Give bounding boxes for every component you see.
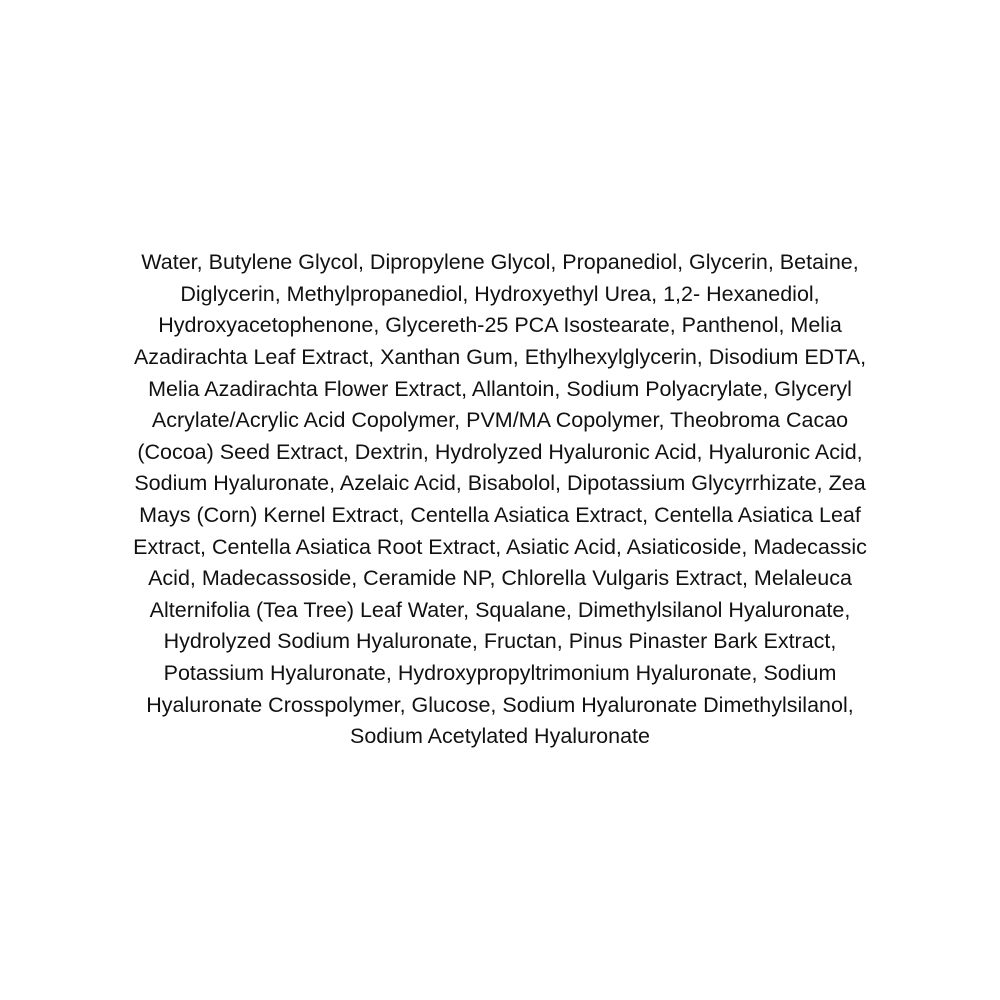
- ingredient-line: Acrylate/Acrylic Acid Copolymer, PVM/MA Copolymer, Theobroma Cacao: [151, 408, 849, 433]
- ingredient-line: Hydroxyacetophenone, Glycereth-25 PCA Isostearate, Panthenol, Melia: [158, 313, 842, 338]
- ingredient-line: Mays (Corn) Kernel Extract, Centella Asiatica Extract, Centella Asiatica Leaf: [139, 503, 861, 527]
- ingredient-line: Acid, Madecassoside, Ceramide NP, Chlorella Vulgaris Extract, Melaleuca: [148, 566, 852, 591]
- ingredient-line: Melia Azadirachta Flower Extract, Allantoin, Sodium Polyacrylate, Glyceryl: [148, 376, 852, 401]
- ingredient-line: Hyaluronate Crosspolymer, Glucose, Sodium Hyaluronate Dimethylsilanol,: [146, 692, 854, 717]
- ingredient-line: Alternifolia (Tea Tree) Leaf Water, Squalane, Dimethylsilanol Hyaluronate,: [149, 597, 851, 622]
- ingredient-line: (Cocoa) Seed Extract, Dextrin, Hydrolyzed Hyaluronic Acid, Hyaluronic Acid,: [137, 439, 863, 464]
- ingredient-line: Azadirachta Leaf Extract, Xanthan Gum, Ethylhexylglycerin, Disodium EDTA,: [133, 345, 867, 370]
- ingredient-line: Diglycerin, Methylpropanediol, Hydroxyethyl Urea, 1,2- Hexanediol,: [180, 281, 820, 306]
- ingredient-line: Potassium Hyaluronate, Hydroxypropyltrimonium Hyaluronate, Sodium: [163, 660, 837, 685]
- ingredient-line: Hydrolyzed Sodium Hyaluronate, Fructan, Pinus Pinaster Bark Extract,: [163, 629, 837, 654]
- ingredient-list: [70, 247, 930, 753]
- ingredient-line: Sodium Hyaluronate, Azelaic Acid, Bisabolol, Dipotassium Glycyrrhizate, Zea: [134, 471, 866, 496]
- ingredient-line: Sodium Acetylated Hyaluronate: [350, 724, 650, 749]
- ingredient-line: Water, Butylene Glycol, Dipropylene Glycol, Propanediol, Glycerin, Betaine,: [141, 250, 859, 275]
- ingredient-line: Extract, Centella Asiatica Root Extract, Asiatic Acid, Asiaticoside, Madecassic: [133, 534, 867, 559]
